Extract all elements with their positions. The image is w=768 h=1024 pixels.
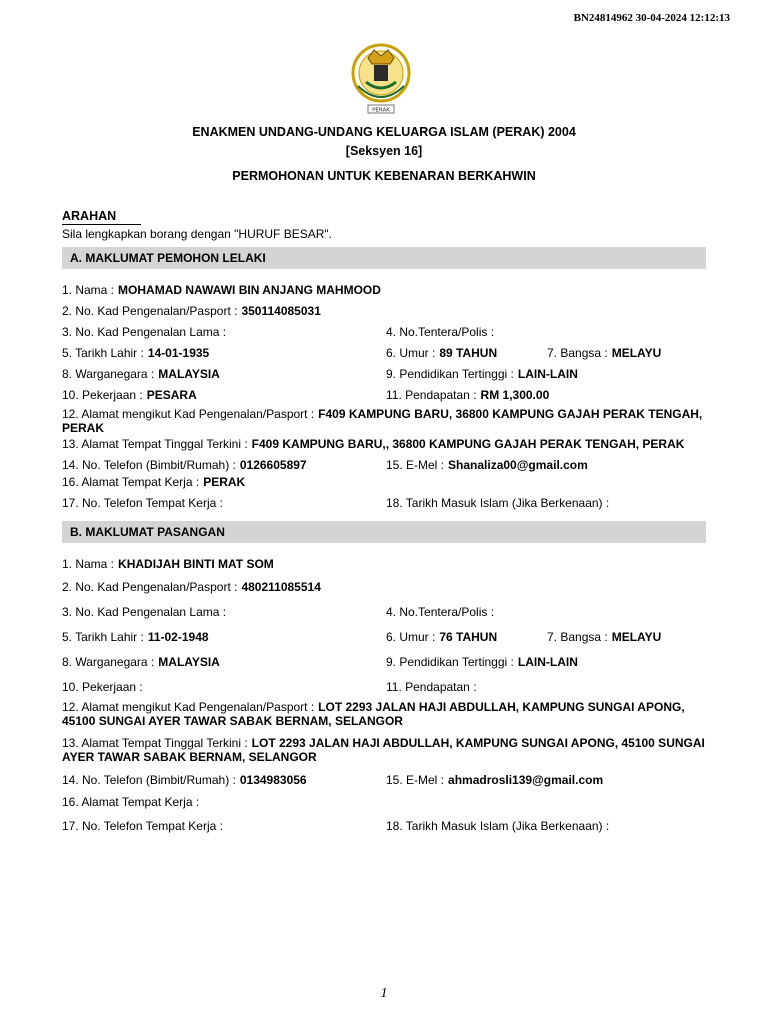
a-ic-address-field: 12. Alamat mengikut Kad Pengenalan/Pasport : F409 KAMPUNG BARU, 36800 KAMPUNG GAJAH PERAK TENGAH, PERAK (62, 407, 703, 435)
b-citizenship-field: 8. Warganegara : MALAYSIA (62, 655, 220, 669)
a-old-ic-field: 3. No. Kad Pengenalan Lama : (62, 325, 227, 339)
b-current-address-field: 13. Alamat Tempat Tinggal Terkini : LOT 2293 JALAN HAJI ABDULLAH, KAMPUNG SUNGAI APONG, 45100 SUNGAI AYER TAWAR SABAK BERNAM, SELANGOR (62, 736, 705, 764)
b-work-phone-field: 17. No. Telefon Tempat Kerja : (62, 819, 223, 833)
a-citizenship-field: 8. Warganegara : MALAYSIA (62, 367, 220, 381)
b-education-field: 9. Pendidikan Tertinggi : LAIN-LAIN (386, 655, 578, 669)
b-old-ic-field: 3. No. Kad Pengenalan Lama : (62, 605, 227, 619)
section-b-header: B. MAKLUMAT PASANGAN (62, 521, 706, 543)
a-email-field: 15. E-Mel : Shanaliza00@gmail.com (386, 458, 588, 472)
b-income-field: 11. Pendapatan : (386, 680, 477, 694)
instruction-underline (62, 224, 141, 225)
b-email-field: 15. E-Mel : ahmadrosli139@gmail.com (386, 773, 604, 787)
a-dob-field: 5. Tarikh Lahir : 14-01-1935 (62, 346, 210, 360)
b-phone-field: 14. No. Telefon (Bimbit/Rumah) : 0134983056 (62, 773, 307, 787)
perak-crest-icon (346, 38, 416, 118)
b-islam-date-field: 18. Tarikh Masuk Islam (Jika Berkenaan) : (386, 819, 610, 833)
b-work-address-field: 16. Alamat Tempat Kerja : (62, 795, 200, 809)
enactment-title: ENAKMEN UNDANG-UNDANG KELUARGA ISLAM (PERAK) 2004 (192, 125, 576, 139)
b-occupation-field: 10. Pekerjaan : (62, 680, 143, 694)
section-reference: [Seksyen 16] (345, 144, 423, 158)
a-age-field: 6. Umur : 89 TAHUN (386, 346, 498, 360)
b-name-field: 1. Nama : KHADIJAH BINTI MAT SOM (62, 557, 274, 571)
instruction-title: ARAHAN (62, 209, 117, 223)
a-current-address-field: 13. Alamat Tempat Tinggal Terkini : F409 KAMPUNG BARU,, 36800 KAMPUNG GAJAH PERAK TENGAH, PERAK (62, 437, 685, 451)
instruction-text: Sila lengkapkan borang dengan "HURUF BESAR". (62, 227, 332, 241)
b-ic-field: 2. No. Kad Pengenalan/Pasport : 480211085514 (62, 580, 321, 594)
reference-number: BN24814962 30-04-2024 12:12:13 (573, 12, 730, 24)
b-ic-address-field: 12. Alamat mengikut Kad Pengenalan/Pasport : LOT 2293 JALAN HAJI ABDULLAH, KAMPUNG SUNGAI APONG, 45100 SUNGAI AYER TAWAR SABAK BERNAM, SELANGOR (62, 700, 685, 728)
b-race-field: 7. Bangsa : MELAYU (547, 630, 662, 644)
svg-text:PERAK: PERAK (372, 107, 390, 114)
a-ic-field: 2. No. Kad Pengenalan/Pasport : 350114085031 (62, 304, 321, 318)
a-phone-field: 14. No. Telefon (Bimbit/Rumah) : 0126605897 (62, 458, 307, 472)
a-education-field: 9. Pendidikan Tertinggi : LAIN-LAIN (386, 367, 578, 381)
b-age-field: 6. Umur : 76 TAHUN (386, 630, 498, 644)
b-army-police-field: 4. No.Tentera/Polis : (386, 605, 495, 619)
section-a-header: A. MAKLUMAT PEMOHON LELAKI (62, 247, 706, 269)
a-income-field: 11. Pendapatan : RM 1,300.00 (386, 388, 550, 402)
a-work-phone-field: 17. No. Telefon Tempat Kerja : (62, 496, 223, 510)
form-title: PERMOHONAN UNTUK KEBENARAN BERKAHWIN (232, 169, 536, 183)
a-islam-date-field: 18. Tarikh Masuk Islam (Jika Berkenaan) : (386, 496, 610, 510)
b-dob-field: 5. Tarikh Lahir : 11-02-1948 (62, 630, 209, 644)
a-army-police-field: 4. No.Tentera/Polis : (386, 325, 495, 339)
a-occupation-field: 10. Pekerjaan : PESARA (62, 388, 197, 402)
a-work-address-field: 16. Alamat Tempat Kerja : PERAK (62, 475, 246, 489)
a-name-field: 1. Nama : MOHAMAD NAWAWI BIN ANJANG MAHMOOD (62, 283, 381, 297)
page-number: 1 (380, 986, 388, 1001)
a-race-field: 7. Bangsa : MELAYU (547, 346, 662, 360)
